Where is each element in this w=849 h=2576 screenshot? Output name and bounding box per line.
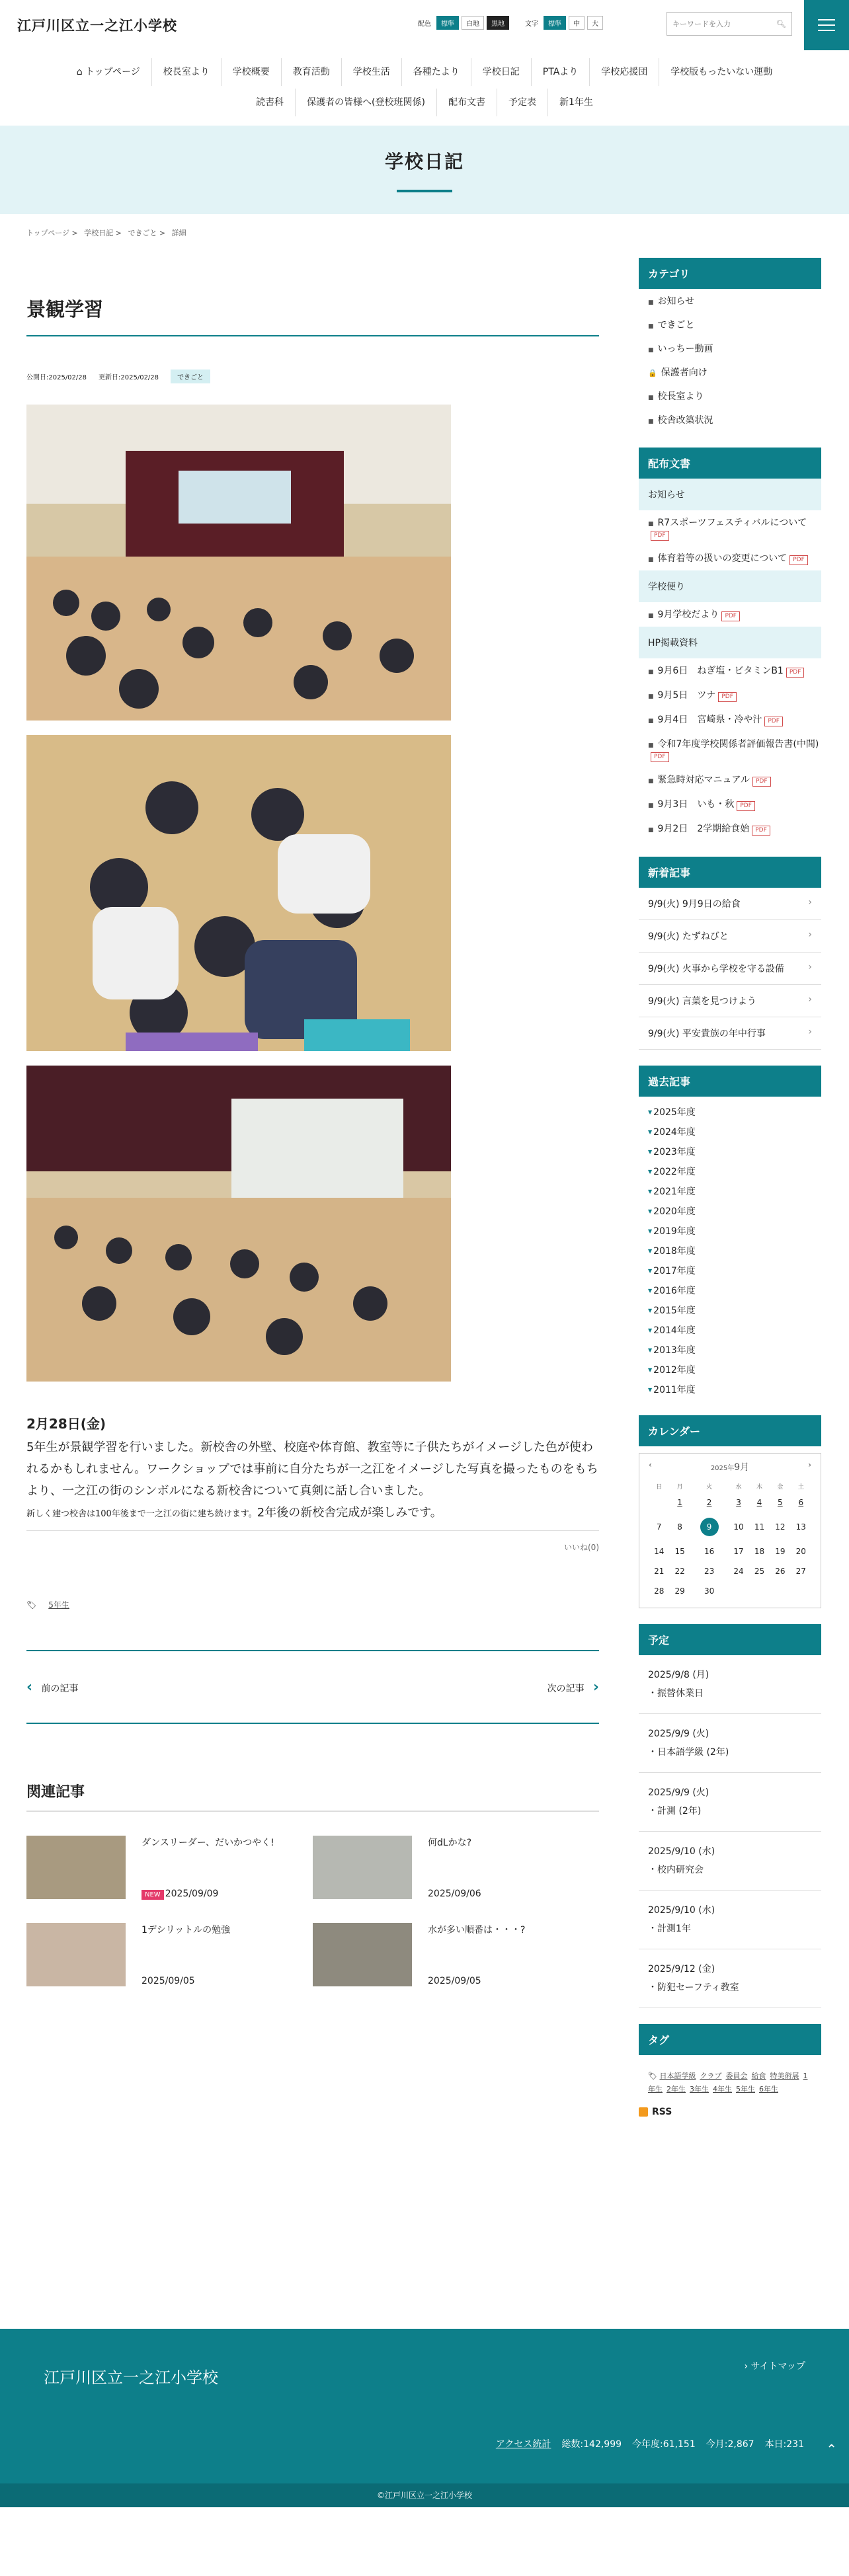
- nav-item[interactable]: 校長室より: [151, 58, 221, 86]
- news-title: 9/9(火) 9月9日の給食: [648, 899, 741, 910]
- calendar-day-number: 28: [654, 1586, 665, 1596]
- published-date: 公開日:2025/02/28: [26, 374, 87, 381]
- prev-article-link[interactable]: [26, 1679, 78, 1696]
- chevron-right-icon: ›: [808, 1027, 812, 1037]
- calendar-box: [639, 1415, 821, 1608]
- next-article-link[interactable]: [547, 1679, 599, 1696]
- related-heading: 関連記事: [26, 1724, 599, 1812]
- document-item[interactable]: [639, 767, 821, 792]
- past-year-item[interactable]: ▼ 2015年度: [639, 1300, 821, 1320]
- document-group-heading: お知らせ: [639, 479, 821, 510]
- breadcrumb-current: 詳細: [171, 229, 186, 237]
- calendar-day: [791, 1561, 811, 1581]
- new-badge: NEW: [142, 1890, 164, 1900]
- calendar-day-number: 15: [674, 1547, 685, 1556]
- header-bar: [0, 0, 849, 50]
- related-item[interactable]: [313, 1836, 599, 1899]
- document-label: 9月4日 宮崎県・冷や汁: [657, 715, 762, 725]
- calendar-day-number: 30: [704, 1586, 715, 1596]
- news-title: 9/9(火) 言葉を見つけよう: [648, 996, 756, 1007]
- calendar-day: [669, 1542, 690, 1561]
- stat-total: 総数:142,999: [561, 2439, 622, 2450]
- tag-cloud-link[interactable]: 4年生: [713, 2085, 732, 2093]
- pdf-icon: PDF: [718, 692, 737, 702]
- calendar-day-number: 13: [795, 1522, 806, 1532]
- category-heading: カテゴリ: [639, 258, 821, 289]
- calendar-day: [669, 1561, 690, 1581]
- schedule-event: ・計測 (2年): [648, 1806, 702, 1816]
- document-item[interactable]: [639, 683, 821, 707]
- document-label: 9月3日 いも・秋: [657, 799, 735, 810]
- calendar-day: [770, 1561, 790, 1581]
- tag-icon: 🏷︎: [26, 1600, 37, 1610]
- updated-date: 更新日:2025/02/28: [99, 374, 159, 381]
- stat-month: 今月:2,867: [706, 2439, 754, 2450]
- calendar-day[interactable]: [690, 1512, 729, 1542]
- related-thumbnail: [26, 1923, 126, 1986]
- schedule-item[interactable]: [639, 1714, 821, 1773]
- calendar-day-number: 5: [778, 1498, 783, 1507]
- pdf-icon: PDF: [752, 777, 771, 787]
- pdf-icon: PDF: [651, 531, 669, 541]
- related-date: 2025/09/09: [165, 1889, 219, 1899]
- hamburger-menu-button[interactable]: [804, 0, 849, 50]
- article-pager: [26, 1650, 599, 1724]
- pdf-icon: PDF: [651, 752, 669, 762]
- calendar-day-number: 6: [798, 1498, 804, 1507]
- calendar-day-number: 29: [674, 1586, 685, 1596]
- tag-cloud-link[interactable]: 1年生: [648, 2072, 808, 2093]
- color-black-button[interactable]: 黒地: [487, 16, 509, 30]
- text-medium-button[interactable]: 中: [569, 16, 585, 30]
- calendar-weekday: 月: [676, 1484, 683, 1491]
- breadcrumb-top[interactable]: トップページ: [26, 229, 70, 237]
- calendar-day-number: 21: [654, 1567, 665, 1576]
- news-heading: 新着記事: [639, 857, 821, 888]
- calendar-weekday: 日: [656, 1484, 663, 1491]
- calendar-day: [690, 1581, 729, 1601]
- nav-item[interactable]: 各種たより: [401, 58, 471, 86]
- past-year-item[interactable]: ▼ 2017年度: [639, 1261, 821, 1280]
- calendar-day: [649, 1561, 669, 1581]
- tag-link[interactable]: 5年生: [48, 1600, 69, 1610]
- article-meta: [26, 370, 599, 383]
- document-group-heading: HP掲載資料: [639, 627, 821, 658]
- related-date: 2025/09/05: [428, 1976, 481, 1986]
- calendar-weekday: 火: [706, 1484, 713, 1491]
- past-year-item[interactable]: ▼ 2020年度: [639, 1201, 821, 1221]
- calendar-day: [770, 1512, 790, 1542]
- calendar-day: [749, 1561, 770, 1581]
- calendar-day[interactable]: [791, 1493, 811, 1512]
- page-title: 学校日記: [384, 151, 464, 173]
- article-photo-3: [26, 1066, 451, 1382]
- schedule-date: 2025/9/10 (水): [648, 1905, 715, 1916]
- title-underline: [397, 190, 452, 192]
- past-year-item[interactable]: ▼ 2023年度: [639, 1142, 821, 1161]
- breadcrumb: トップページ > 学校日記 > できごと > 詳細: [26, 229, 186, 237]
- document-item[interactable]: [639, 658, 821, 683]
- calendar-next-icon[interactable]: ›: [808, 1460, 811, 1469]
- document-item[interactable]: [639, 792, 821, 816]
- tag-cloud-link[interactable]: 3年生: [690, 2085, 709, 2093]
- past-year-item[interactable]: ▼ 2018年度: [639, 1241, 821, 1261]
- document-label: 令和7年度学校関係者評価報告書(中間): [657, 739, 819, 750]
- document-label: 9月2日 2学期給食始: [657, 824, 750, 834]
- past-year-item[interactable]: ▼ 2025年度: [639, 1102, 821, 1122]
- calendar-day-number: 19: [775, 1547, 786, 1556]
- article-title: 景観学習: [26, 258, 599, 336]
- past-year-item[interactable]: ▼ 2024年度: [639, 1122, 821, 1142]
- calendar-day: [791, 1512, 811, 1542]
- sitemap-link[interactable]: › サイトマップ: [744, 2361, 805, 2372]
- text-large-button[interactable]: 大: [587, 16, 603, 30]
- article-paragraph: 5年生が景観学習を行いました。新校舎の外壁、校庭や体育館、教室等に子供たちがイメージした色が使われるかもしれません。ワークショップでは事前に自分たちが一之江をイメージした写真を撮ったものをもちより、一之江の街のシンボルになる新校舎について真剣に話し合いました。: [26, 1440, 598, 1498]
- tag-cloud-link[interactable]: 5年生: [736, 2085, 755, 2093]
- calendar-day: [649, 1512, 669, 1542]
- related-articles: [26, 1724, 599, 2010]
- schedule-date: 2025/9/9 (火): [648, 1787, 709, 1798]
- calendar-day: [649, 1542, 669, 1561]
- breadcrumb-diary[interactable]: 学校日記: [84, 229, 114, 237]
- tags-heading: タグ: [639, 2024, 821, 2055]
- calendar-day[interactable]: [749, 1493, 770, 1512]
- schedule-item[interactable]: [639, 1949, 821, 2008]
- document-group-heading: 学校便り: [639, 570, 821, 602]
- news-item[interactable]: [639, 985, 821, 1017]
- category-item[interactable]: ■ いっちー動画: [639, 336, 821, 360]
- news-title: 9/9(火) たずねびと: [648, 931, 729, 942]
- tag-cloud-link[interactable]: 給食: [751, 2072, 766, 2080]
- category-item[interactable]: ■ お知らせ: [639, 289, 821, 313]
- calendar-weekday: 水: [735, 1484, 742, 1491]
- related-thumbnail: [26, 1836, 126, 1899]
- calendar-day[interactable]: [690, 1493, 729, 1512]
- calendar-day: [791, 1542, 811, 1561]
- news-title: 9/9(火) 平安貴族の年中行事: [648, 1029, 766, 1039]
- schedule-date: 2025/9/12 (金): [648, 1964, 715, 1974]
- category-item[interactable]: ■ できごと: [639, 313, 821, 336]
- calendar-day: [749, 1542, 770, 1561]
- chevron-right-icon: ›: [808, 994, 812, 1005]
- nav-item[interactable]: 配布文書: [436, 89, 497, 116]
- tag-cloud-link[interactable]: 委員会: [725, 2072, 748, 2080]
- article-photo-1: [26, 405, 451, 721]
- past-heading: 過去記事: [639, 1066, 821, 1097]
- search-box: [667, 12, 792, 36]
- sitemap-label: サイトマップ: [750, 2361, 805, 2372]
- nav-item[interactable]: 教育活動: [281, 58, 341, 86]
- chevron-right-icon: ›: [808, 929, 812, 940]
- document-label: 緊急時対応マニュアル: [657, 775, 750, 785]
- calendar-day-number: 14: [654, 1547, 665, 1556]
- article-date-heading: 2月28日(金): [26, 1416, 106, 1432]
- site-title[interactable]: 江戸川区立一之江小学校: [17, 18, 177, 34]
- nav-item[interactable]: 学校応援団: [589, 58, 659, 86]
- article-note: 2年後の新校舎完成が楽しみです。: [257, 1506, 442, 1520]
- nav-item[interactable]: 予定表: [497, 89, 547, 116]
- tag-cloud-link[interactable]: 特美術展: [770, 2072, 799, 2080]
- calendar-day-number: 24: [733, 1567, 744, 1576]
- document-label: 9月5日 ツナ: [657, 690, 716, 701]
- text-size-label: 文字: [525, 20, 538, 28]
- prev-label: 前の記事: [41, 1683, 79, 1694]
- calendar-day-number: 10: [733, 1522, 744, 1532]
- news-item[interactable]: [639, 920, 821, 953]
- past-year-item[interactable]: ▼ 2011年度: [639, 1380, 821, 1399]
- back-to-top-icon[interactable]: ⌃: [826, 2441, 837, 2457]
- related-item[interactable]: [26, 1836, 313, 1899]
- calendar-day-number: 16: [704, 1547, 715, 1556]
- related-title: 何dLかな?: [428, 1838, 472, 1848]
- chevron-right-icon: ›: [592, 1678, 599, 1696]
- color-standard-button[interactable]: 標準: [436, 16, 459, 30]
- related-thumbnail: [313, 1836, 412, 1899]
- calendar-day-number: 26: [775, 1567, 786, 1576]
- schedule-date: 2025/9/10 (水): [648, 1846, 715, 1857]
- past-year-item[interactable]: ▼ 2016年度: [639, 1280, 821, 1300]
- page-hero: [0, 126, 849, 214]
- schedule-date: 2025/9/8 (月): [648, 1670, 709, 1680]
- related-item[interactable]: [313, 1923, 599, 1986]
- tag-icon: 🏷︎: [648, 2072, 657, 2080]
- color-label: 配色: [418, 20, 431, 28]
- footer: [0, 2329, 849, 2483]
- schedule-event: ・防犯セーフティ教室: [648, 1982, 739, 1993]
- nav-item[interactable]: 保護者の皆様へ(登校班関係): [295, 89, 436, 116]
- schedule-event: ・振替休業日: [648, 1688, 704, 1699]
- calendar-day-number: 7: [656, 1522, 662, 1532]
- pdf-icon: PDF: [786, 668, 805, 678]
- calendar-day[interactable]: [669, 1493, 690, 1512]
- related-title: ダンスリーダー、だいかつやく!: [142, 1838, 274, 1848]
- calendar-day-number: 2: [706, 1498, 712, 1507]
- past-year-item[interactable]: ▼ 2014年度: [639, 1320, 821, 1340]
- pdf-icon: PDF: [789, 555, 808, 565]
- document-item[interactable]: [639, 732, 821, 767]
- document-label: 9月6日 ねぎ塩・ビタミンB1: [657, 666, 784, 676]
- calendar-day: [770, 1542, 790, 1561]
- calendar-day-number: 17: [733, 1547, 744, 1556]
- display-tools: [418, 16, 603, 30]
- calendar-day[interactable]: [770, 1493, 790, 1512]
- pdf-icon: PDF: [752, 826, 770, 836]
- calendar-day: [690, 1561, 729, 1581]
- related-item[interactable]: [26, 1923, 313, 1986]
- nav-item[interactable]: 読書科: [256, 97, 284, 108]
- nav-item[interactable]: 学校生活: [341, 58, 401, 86]
- calendar-day-number: 18: [754, 1547, 765, 1556]
- home-icon: ⌂: [76, 67, 86, 77]
- chevron-right-icon: ›: [808, 897, 812, 908]
- calendar-day-number: 3: [736, 1498, 741, 1507]
- article-body: [26, 1413, 599, 1525]
- next-label: 次の記事: [547, 1683, 585, 1694]
- schedule-item[interactable]: [639, 1832, 821, 1891]
- tag-cloud-link[interactable]: 2年生: [667, 2085, 686, 2093]
- calendar-day: [649, 1581, 669, 1601]
- like-button[interactable]: いいね(0): [26, 1530, 599, 1553]
- schedule-event: ・日本語学級 (2年): [648, 1747, 729, 1758]
- document-item[interactable]: [639, 602, 821, 627]
- documents-heading: 配布文書: [639, 448, 821, 479]
- tag-cloud-link[interactable]: クラブ: [700, 2072, 722, 2080]
- calendar-day: [669, 1512, 690, 1542]
- calendar-day-number: 23: [704, 1567, 715, 1576]
- news-box: [639, 857, 821, 1050]
- schedule-event: ・校内研究会: [648, 1865, 704, 1875]
- calendar-day-number: 22: [674, 1567, 685, 1576]
- calendar-prev-icon[interactable]: ‹: [649, 1460, 652, 1469]
- past-year-item[interactable]: ▼ 2012年度: [639, 1360, 821, 1380]
- schedule-heading: 予定: [639, 1624, 821, 1655]
- article-photo-2: [26, 735, 451, 1051]
- category-box: [639, 258, 821, 432]
- calendar-day: [649, 1493, 669, 1512]
- schedule-event: ・計測1年: [648, 1924, 691, 1934]
- calendar-day-number: 27: [795, 1567, 806, 1576]
- calendar-day: [770, 1581, 790, 1601]
- past-year-item[interactable]: ▼ 2022年度: [639, 1161, 821, 1181]
- color-white-button[interactable]: 白地: [462, 16, 484, 30]
- search-icon[interactable]: 🔍︎: [776, 19, 786, 28]
- schedule-box: [639, 1624, 821, 2008]
- calendar-year: 2025年: [710, 1465, 735, 1472]
- access-stats: [496, 2437, 804, 2450]
- past-box: [639, 1066, 821, 1399]
- category-item[interactable]: 🔒 保護者向け: [639, 360, 821, 384]
- nav-item-home[interactable]: ⌂ トップページ: [76, 67, 140, 77]
- nav-item[interactable]: PTAより: [531, 58, 589, 86]
- nav-item[interactable]: 新1年生: [547, 89, 604, 116]
- past-year-item[interactable]: ▼ 2021年度: [639, 1181, 821, 1201]
- related-title: 水が多い順番は・・・?: [428, 1925, 526, 1935]
- news-item[interactable]: [639, 888, 821, 920]
- tags-box: [639, 2024, 821, 2121]
- past-year-item[interactable]: ▼ 2019年度: [639, 1221, 821, 1241]
- calendar-day: [791, 1581, 811, 1601]
- schedule-date: 2025/9/9 (火): [648, 1729, 709, 1739]
- calendar-day-number: 12: [775, 1522, 786, 1532]
- category-item[interactable]: ■ 校長室より: [639, 384, 821, 408]
- related-date: 2025/09/05: [142, 1976, 195, 1986]
- stat-today: 本日:231: [764, 2439, 804, 2450]
- tag-cloud-link[interactable]: 日本語学級: [659, 2072, 696, 2080]
- stat-year: 今年度:61,151: [632, 2439, 696, 2450]
- document-item[interactable]: [639, 816, 821, 841]
- calendar-day: [728, 1561, 748, 1581]
- access-stats-link[interactable]: アクセス統計: [495, 2439, 551, 2450]
- calendar-day: [728, 1581, 748, 1601]
- calendar: [639, 1453, 821, 1608]
- schedule-item[interactable]: [639, 1891, 821, 1949]
- calendar-day-number: 8: [677, 1522, 682, 1532]
- category-item[interactable]: ■ 校舎改築状況: [639, 408, 821, 432]
- calendar-month: 9月: [734, 1462, 750, 1473]
- related-title: 1デシリットルの勉強: [142, 1925, 231, 1935]
- pdf-icon: PDF: [721, 611, 740, 621]
- tag-cloud-link[interactable]: 6年生: [759, 2085, 778, 2093]
- schedule-item[interactable]: [639, 1773, 821, 1832]
- calendar-day[interactable]: [728, 1493, 748, 1512]
- calendar-day-number: 20: [795, 1547, 806, 1556]
- calendar-weekday: 土: [797, 1484, 804, 1491]
- text-standard-button[interactable]: 標準: [544, 16, 566, 30]
- related-date: 2025/09/06: [428, 1889, 481, 1899]
- calendar-day-number: 25: [754, 1567, 765, 1576]
- related-thumbnail: [313, 1923, 412, 1986]
- footer-school-name: 江戸川区立一之江小学校: [44, 2368, 218, 2387]
- past-year-item[interactable]: ▼ 2013年度: [639, 1340, 821, 1360]
- nav-item[interactable]: 学校日記: [471, 58, 531, 86]
- calendar-heading: カレンダー: [639, 1415, 821, 1446]
- rss-label: RSS: [652, 2107, 672, 2117]
- category-badge[interactable]: できごと: [171, 370, 210, 383]
- article-tags: [26, 1599, 599, 1610]
- calendar-day-number: 9: [700, 1518, 719, 1536]
- copyright: ©江戸川区立一之江小学校: [0, 2483, 849, 2507]
- news-item[interactable]: [639, 953, 821, 985]
- document-label: R7スポーツフェスティバルについて: [657, 518, 807, 528]
- sidebar: [639, 258, 821, 2137]
- news-title: 9/9(火) 火事から学校を守る設備: [648, 964, 784, 974]
- documents-box: [639, 448, 821, 841]
- calendar-day: [690, 1542, 729, 1561]
- document-item[interactable]: [639, 707, 821, 732]
- schedule-item[interactable]: [639, 1655, 821, 1714]
- chevron-right-icon: ›: [808, 962, 812, 972]
- article-note-small: 新しく建つ校舎は100年後まで一之江の街に建ち続けます。: [26, 1509, 257, 1519]
- calendar-weekday: 金: [777, 1484, 784, 1491]
- search-input[interactable]: [672, 20, 776, 28]
- calendar-day: [669, 1581, 690, 1601]
- calendar-day: [728, 1542, 748, 1561]
- chevron-left-icon: ‹: [26, 1678, 33, 1696]
- document-item[interactable]: [639, 546, 821, 570]
- calendar-day-number: 1: [677, 1498, 682, 1507]
- breadcrumb-category[interactable]: できごと: [128, 229, 157, 237]
- calendar-day-number: 4: [756, 1498, 762, 1507]
- nav-item[interactable]: 学校版もったいない運動: [659, 58, 784, 86]
- document-label: 体育着等の扱いの変更について: [657, 553, 788, 564]
- news-item[interactable]: [639, 1017, 821, 1050]
- global-nav: [0, 50, 849, 116]
- calendar-weekday: 木: [756, 1484, 762, 1491]
- pdf-icon: PDF: [764, 717, 783, 726]
- pdf-icon: PDF: [737, 801, 755, 811]
- calendar-day: [749, 1581, 770, 1601]
- calendar-day-number: 11: [754, 1522, 765, 1532]
- calendar-day: [749, 1512, 770, 1542]
- rss-icon: [639, 2107, 648, 2117]
- rss-link[interactable]: [639, 2103, 821, 2121]
- nav-item[interactable]: 学校概要: [221, 58, 281, 86]
- document-item[interactable]: [639, 510, 821, 546]
- calendar-day: [728, 1512, 748, 1542]
- document-label: 9月学校だより: [657, 609, 719, 620]
- article-main: [26, 258, 599, 2137]
